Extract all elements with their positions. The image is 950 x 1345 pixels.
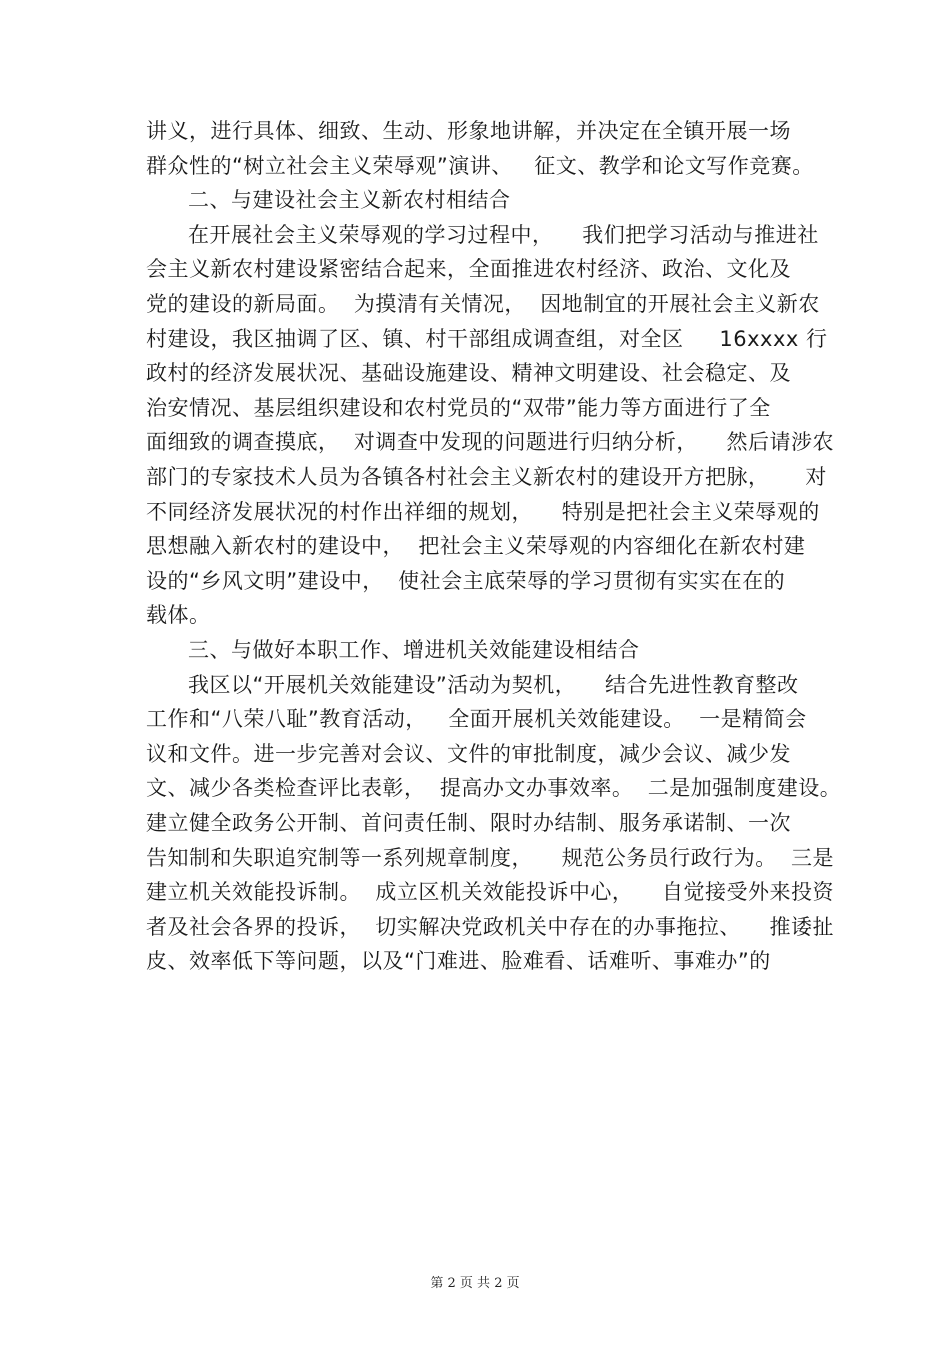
text-line: 党的建设的新局面。 为摸清有关情况， 因地制宜的开展社会主义新农	[146, 292, 820, 316]
text-line: 群众性的“树立社会主义荣辱观”演讲、 征文、教学和论文写作竞赛。	[146, 153, 814, 178]
text-line: 载体。	[146, 603, 211, 628]
text-line: 议和文件。进一步完善对会议、文件的审批制度，减少会议、减少发	[146, 741, 791, 766]
text-line: 建立机关效能投诉制。 成立区机关效能投诉中心， 自觉接受外来投资	[146, 880, 835, 905]
text-line: 工作和“八荣八耻”教育活动， 全面开展机关效能建设。 一是精简会	[146, 707, 807, 732]
text-line: 不同经济发展状况的村作出祥细的规划， 特别是把社会主义荣辱观的	[146, 499, 820, 524]
text-line: 治安情况、基层组织建设和农村党员的“双带”能力等方面进行了全	[146, 395, 771, 420]
text-line: 文、减少各类检查评比表彰， 提高办文办事效率。 二是加强制度建设。	[146, 776, 842, 801]
text-line: 部门的专家技术人员为各镇各村社会主义新农村的建设开方把脉， 对	[146, 465, 827, 489]
page-footer: 第 2 页 共 2 页	[430, 1276, 520, 1291]
text-line: 建立健全政务公开制、首问责任制、限时办结制、服务承诺制、一次	[146, 811, 791, 835]
text-line: 皮、效率低下等问题，以及“门难进、脸难看、话难听、事难办”的	[146, 949, 771, 974]
text-line: 讲义，进行具体、细致、生动、形象地讲解，并决定在全镇开展一场	[146, 119, 791, 143]
text-line: 二、与建设社会主义新农村相结合	[188, 188, 511, 213]
text-line: 三、与做好本职工作、增进机关效能建设相结合	[188, 638, 640, 662]
text-line: 政村的经济发展状况、基础设施建设、精神文明建设、社会稳定、及	[146, 361, 791, 386]
text-line: 思想融入新农村的建设中， 把社会主义荣辱观的内容细化在新农村建	[146, 534, 806, 559]
text-line: 面细致的调查摸底， 对调查中发现的问题进行归纳分析， 然后请涉农	[146, 430, 835, 455]
text-line: 我区以“开展机关效能建设”活动为契机， 结合先进性教育整改	[188, 672, 799, 697]
text-line: 村建设，我区抽调了区、镇、村干部组成调查组，对全区 16xxxx 行	[146, 326, 828, 351]
text-line: 者及社会各界的投诉， 切实解决党政机关中存在的办事拖拉、 推诿扯	[146, 914, 835, 939]
text-line: 在开展社会主义荣辱观的学习过程中， 我们把学习活动与推进社	[188, 222, 819, 247]
text-line: 会主义新农村建设紧密结合起来，全面推进农村经济、政治、文化及	[146, 257, 791, 282]
text-line: 设的“乡风文明”建设中， 使社会主底荣辱的学习贯彻有实实在在的	[146, 568, 786, 593]
text-line: 告知制和失职追究制等一系列规章制度， 规范公务员行政行为。 三是	[146, 845, 835, 870]
